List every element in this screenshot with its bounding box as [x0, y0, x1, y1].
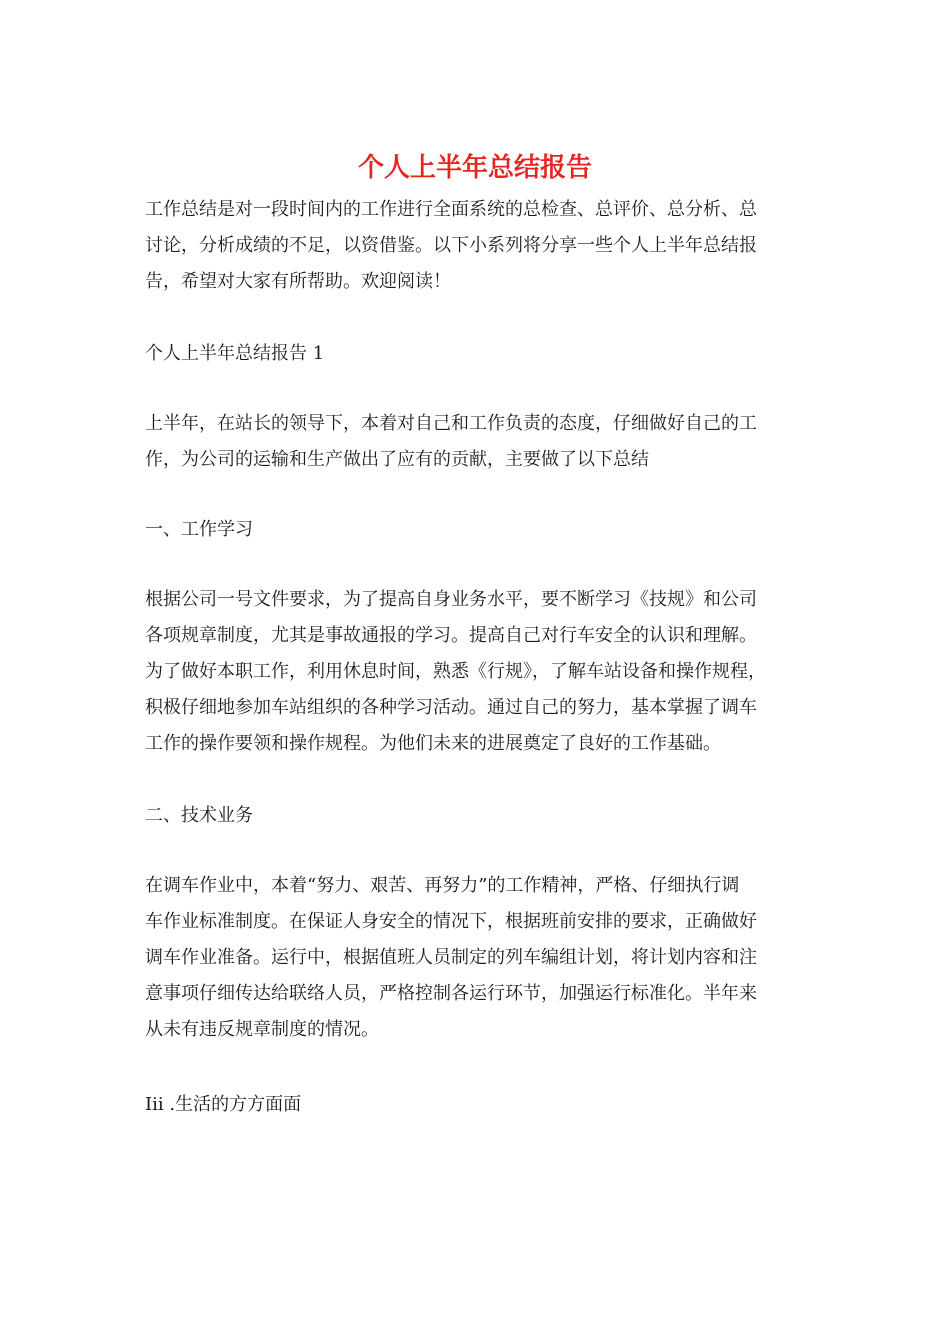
- paragraph-line: 积极仔细地参加车站组织的各种学习活动。通过自己的努力，基本掌握了调车: [145, 697, 757, 718]
- section-title: 个人上半年总结报告 1: [145, 343, 325, 364]
- paragraph-line: 各项规章制度，尤其是事故通报的学习。提高自己对行车安全的认识和理解。: [145, 625, 757, 646]
- intro-paragraph: [145, 192, 805, 300]
- document-title: 个人上半年总结报告: [357, 153, 592, 183]
- paragraph-line: 在调车作业中，本着“努力、艰苦、再努力”的工作精神，严格、仔细执行调: [145, 875, 740, 896]
- paragraph-line: 车作业标准制度。在保证人身安全的情况下，根据班前安排的要求，正确做好: [145, 911, 757, 932]
- heading-technical: 二、技术业务: [145, 805, 253, 826]
- heading-work-study: 一、工作学习: [145, 519, 253, 540]
- paragraph-line: 从未有违反规章制度的情况。: [145, 1019, 379, 1040]
- paragraph-line: 作，为公司的运输和生产做出了应有的贡献，主要做了以下总结: [145, 449, 649, 470]
- paragraph-line: 意事项仔细传达给联络人员，严格控制各运行环节，加强运行标准化。半年来: [145, 983, 757, 1004]
- intro-line: 讨论，分析成绩的不足，以资借鉴。以下小系列将分享一些个人上半年总结报: [145, 235, 757, 256]
- heading-life: Iii .生活的方方面面: [145, 1094, 302, 1115]
- intro-line: 告，希望对大家有所帮助。欢迎阅读！: [145, 271, 451, 292]
- paragraph-line: 根据公司一号文件要求，为了提高自身业务水平，要不断学习《技规》和公司: [145, 589, 757, 610]
- intro-line: 工作总结是对一段时间内的工作进行全面系统的总检查、总评价、总分析、总: [145, 199, 757, 220]
- paragraph-1: [145, 406, 805, 478]
- paragraph-2: [145, 582, 805, 762]
- paragraph-line: 工作的操作要领和操作规程。为他们未来的进展奠定了良好的工作基础。: [145, 733, 721, 754]
- paragraph-3: [145, 868, 805, 1048]
- paragraph-line: 上半年，在站长的领导下，本着对自己和工作负责的态度，仔细做好自己的工: [145, 413, 757, 434]
- paragraph-line: 为了做好本职工作，利用休息时间，熟悉《行规》，了解车站设备和操作规程，: [145, 661, 766, 682]
- paragraph-line: 调车作业准备。运行中，根据值班人员制定的列车编组计划，将计划内容和注: [145, 947, 757, 968]
